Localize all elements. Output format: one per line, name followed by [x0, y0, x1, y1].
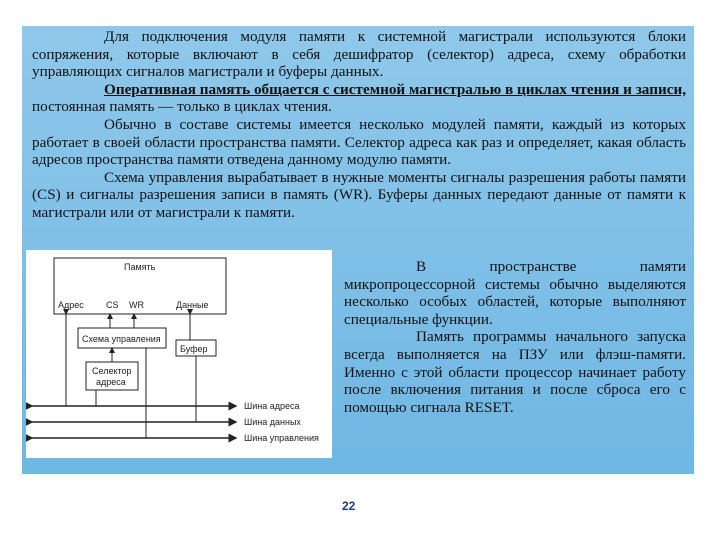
- control-label: Схема управления: [82, 334, 161, 344]
- paragraph-boot-memory: Память программы начального запуска всегда выполняется на ПЗУ или флэш-памяти. Именно с этой области процессор начинает работу после включения питания и после сброса его с помощью сигнала RESET.: [344, 328, 686, 416]
- memory-label: Память: [124, 262, 156, 272]
- selector-label-1: Селектор: [92, 366, 132, 376]
- bus-control-label: Шина управления: [244, 433, 319, 443]
- data-label: Данные: [176, 300, 209, 310]
- paragraph-special-areas: В пространстве памяти микропроцессорной системы обычно выделяются несколько особых областей, которые выполняют специальные функции.: [344, 258, 686, 328]
- cs-label: CS: [106, 300, 119, 310]
- bus-data-label: Шина данных: [244, 417, 301, 427]
- paragraph-selector: Обычно в составе системы имеется несколько модулей памяти, каждый из которых работает в своей области пространства памяти. Селектор адреса как раз и определяет, какая область адресов пространства памяти отведена данному модулю памяти.: [32, 115, 686, 169]
- buffer-label: Буфер: [180, 344, 208, 354]
- wr-label: WR: [129, 300, 144, 310]
- selector-label-2: адреса: [96, 377, 126, 387]
- paragraph-ram-highlight: Оперативная память общается с системной магистралью в циклах чтения и записи,: [104, 80, 686, 98]
- right-text-block: [344, 258, 686, 416]
- address-label: Адрес: [58, 300, 84, 310]
- diagram-svg: [26, 250, 332, 458]
- bus-address-label: Шина адреса: [244, 401, 300, 411]
- page-number: 22: [342, 499, 356, 513]
- memory-interface-diagram: [26, 250, 332, 458]
- paragraph-interface-blocks: Для подключения модуля памяти к системной магистрали используются блоки сопряжения, которые включают в себя дешифратор (селектор) адреса, схему обработки управляющих сигналов магистрали и буферы данных.: [32, 28, 686, 81]
- paragraph-ram-rom: [32, 81, 686, 116]
- paragraph-rom-rest: постоянная память — только в циклах чтения.: [32, 98, 332, 116]
- main-text: [32, 28, 686, 222]
- paragraph-control: Схема управления вырабатывает в нужные моменты сигналы разрешения работы памяти (CS) и сигналы разрешения записи в память (WR). Буферы данных передают данные от памяти к магистрали или от магистрали к памяти.: [32, 168, 686, 221]
